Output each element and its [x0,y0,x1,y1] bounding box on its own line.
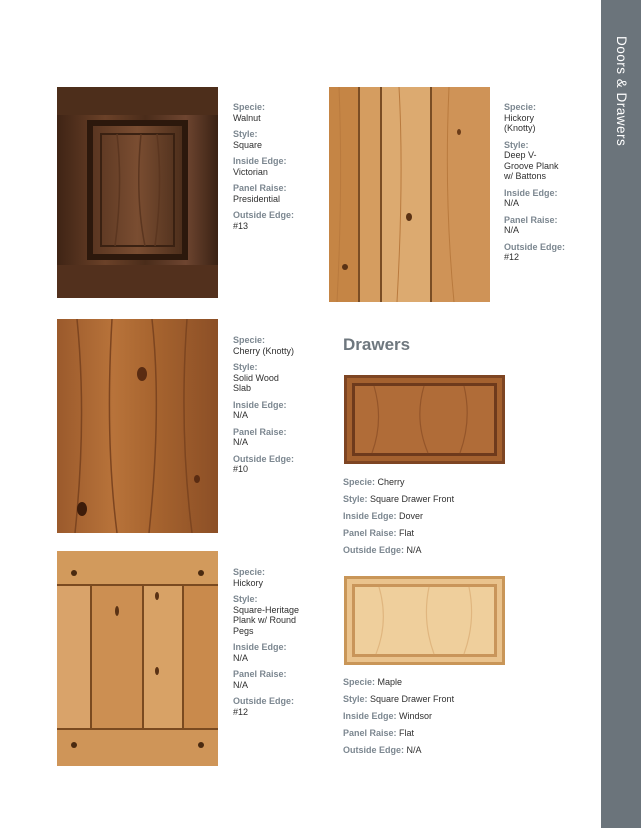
panel-raise-label: Panel Raise: [343,528,397,538]
specie-label: Specie: [504,102,537,112]
outside-edge-label: Outside Edge: [233,696,295,706]
specie-row [343,477,543,494]
specie-value: Walnut [233,112,261,123]
panel-raise-value: Presidential [233,193,281,204]
panel-raise-label: Panel Raise: [233,183,287,193]
style-row [343,694,543,711]
outside-edge-label: Outside Edge: [343,545,405,555]
specie-label: Specie: [233,335,266,345]
walnut-door-specs [233,102,323,237]
style-label: Style: [343,694,368,704]
specie-row [343,677,543,694]
cherry-slab-door-specs [233,335,323,481]
style-value: Square Drawer Front [370,694,455,704]
panel-raise-value: N/A [233,437,249,447]
maple-drawer-image [344,576,505,665]
specie-value: Maple [377,677,403,687]
sidebar-band [601,0,641,828]
walnut-door-image [57,87,218,298]
panel-raise-label: Panel Raise: [233,426,287,437]
inside-edge-row [343,711,543,728]
hickory-plank-door-specs [504,102,594,269]
style-label: Style: [504,139,529,150]
panel-raise-label: Panel Raise: [343,728,397,738]
panel-raise-value: Flat [399,728,415,738]
specie-value: Hickory [233,577,264,588]
inside-edge-value: N/A [233,652,249,663]
sidebar-title [601,0,641,828]
cherry-drawer-image [344,375,505,464]
specie-label: Specie: [233,567,266,577]
outside-edge-row [343,745,543,762]
specie-value: Hickory (Knotty) [504,112,536,133]
style-label: Style: [343,494,368,504]
panel-raise-value: N/A [233,679,249,690]
outside-edge-value: #12 [233,706,249,717]
outside-edge-value: #10 [233,464,249,474]
style-value: Square [233,139,263,150]
inside-edge-value: Victorian [233,166,268,177]
specie-label: Specie: [343,677,376,687]
style-value: Square Drawer Front [370,494,455,504]
style-label: Style: [233,129,258,139]
inside-edge-row [343,511,543,528]
inside-edge-label: Inside Edge: [233,156,287,166]
style-value: Solid Wood Slab [233,372,279,393]
panel-raise-label: Panel Raise: [504,214,558,225]
outside-edge-label: Outside Edge: [233,210,295,220]
drawers-heading: Drawers [343,335,411,354]
sidebar-title-text: Doors & Drawers [614,36,629,147]
inside-edge-label: Inside Edge: [343,511,397,521]
specie-value: Cherry [377,477,405,487]
specie-value: Cherry (Knotty) [233,345,295,356]
style-value: Deep V-Groove Plank w/ Battons [504,150,559,181]
cherry-drawer-specs [343,477,543,562]
inside-edge-value: N/A [504,198,520,208]
inside-edge-value: N/A [233,410,249,420]
panel-raise-value: Flat [399,528,415,538]
specie-label: Specie: [233,102,266,112]
inside-edge-label: Inside Edge: [343,711,397,721]
hickory-plank-door-image [329,87,490,302]
panel-raise-row [343,528,543,545]
style-row [343,494,543,511]
specie-label: Specie: [343,477,376,487]
cherry-slab-door-image [57,319,218,533]
outside-edge-row [343,545,543,562]
outside-edge-value: #13 [233,220,249,231]
style-value: Square-Heritage Plank w/ Round Pegs [233,604,300,636]
inside-edge-value: Dover [399,511,424,521]
panel-raise-value: N/A [504,225,520,235]
panel-raise-row [343,728,543,745]
inside-edge-value: Windsor [399,711,433,721]
outside-edge-value: #12 [504,252,520,262]
panel-raise-label: Panel Raise: [233,669,287,679]
inside-edge-label: Inside Edge: [233,642,287,652]
inside-edge-label: Inside Edge: [504,187,558,198]
outside-edge-label: Outside Edge: [233,453,295,464]
maple-drawer-specs [343,677,543,762]
style-label: Style: [233,594,258,604]
outside-edge-value: N/A [406,745,422,755]
outside-edge-label: Outside Edge: [504,241,566,252]
hickory-heritage-door-specs [233,567,323,723]
inside-edge-label: Inside Edge: [233,399,287,410]
outside-edge-value: N/A [406,545,422,555]
outside-edge-label: Outside Edge: [343,745,405,755]
hickory-heritage-door-image [57,551,218,766]
style-label: Style: [233,362,258,372]
